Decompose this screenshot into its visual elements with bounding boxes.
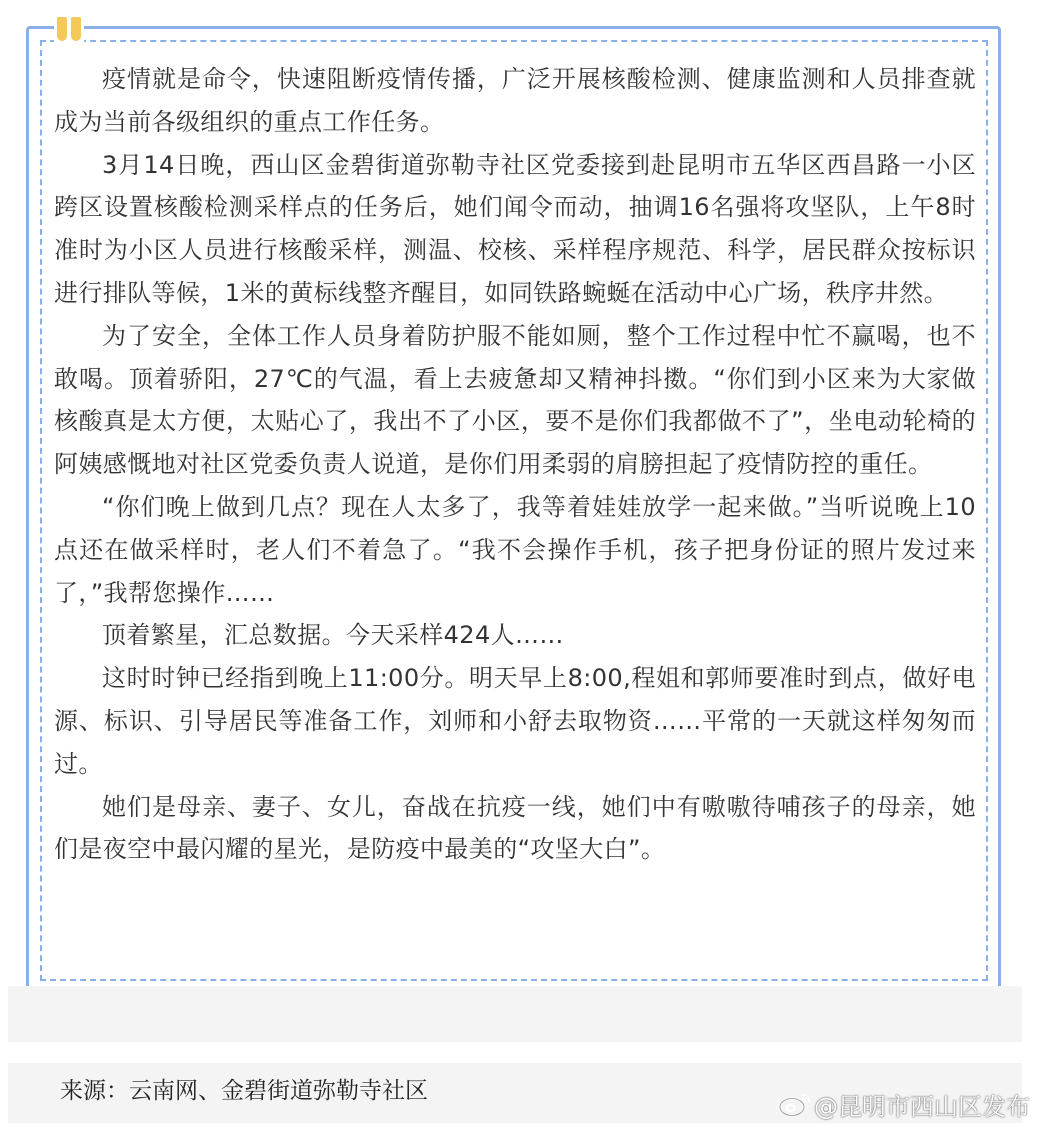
article-body xyxy=(54,58,976,871)
weibo-icon xyxy=(778,1090,812,1118)
paragraph-5: 顶着繁星，汇总数据。今天采样424人…… xyxy=(102,621,564,650)
divider-band xyxy=(8,986,1022,1042)
quote-mark-icon xyxy=(54,17,84,43)
paragraph-7: 她们是母亲、妻子、女儿，奋战在抗疫一线，她们中有嗷嗷待哺孩子的母亲，她们是夜空中最闪耀的星光，是防疫中最美的“攻坚大白”。 xyxy=(54,792,976,864)
paragraph-1: 疫情就是命令，快速阻断疫情传播，广泛开展核酸检测、健康监测和人员排查就成为当前各级组织的重点工作任务。 xyxy=(54,65,976,136)
paragraph-3: 为了安全，全体工作人员身着防护服不能如厕，整个工作过程中忙不赢喝，也不敢喝。顶着骄阳，27℃的气温，看上去疲惫却又精神抖擞。“你们到小区来为大家做核酸真是太方便，太贴心了，我出不了小区，要不是你们我都做不了”，坐电动轮椅的阿姨感慨地对社区党委负责人说道，是你们用柔弱的肩膀担起了疫情防控的重任。 xyxy=(54,321,976,479)
paragraph-6: 这时时钟已经指到晚上11:00分。明天早上8:00,程姐和郭师要准时到点，做好电源、标识、引导居民等准备工作，刘师和小舒去取物资……平常的一天就这样匆匆而过。 xyxy=(54,664,976,778)
paragraph-2: 3月14日晚，西山区金碧街道弥勒寺社区党委接到赴昆明市五华区西昌路一小区跨区设置核酸检测采样点的任务后，她们闻令而动，抽调16名强将攻坚队，上午8时准时为小区人员进行核酸采样，测温、校核、采样程序规范、科学，居民群众按标识进行排队等候，1米的黄标线整齐醒目，如同铁路蜿蜒在活动中心广场，秩序井然。 xyxy=(54,150,976,307)
source-credit: 来源：云南网、金碧街道弥勒寺社区 xyxy=(60,1078,428,1104)
paragraph-4: “你们晚上做到几点？现在人太多了，我等着娃娃放学一起来做。”当听说晚上10点还在做采样时，老人们不着急了。“我不会操作手机，孩子把身份证的照片发过来了，”我帮您操作…… xyxy=(54,492,976,607)
watermark-text: @昆明市西山区发布 xyxy=(814,1092,1030,1121)
weibo-watermark xyxy=(778,1085,1030,1123)
